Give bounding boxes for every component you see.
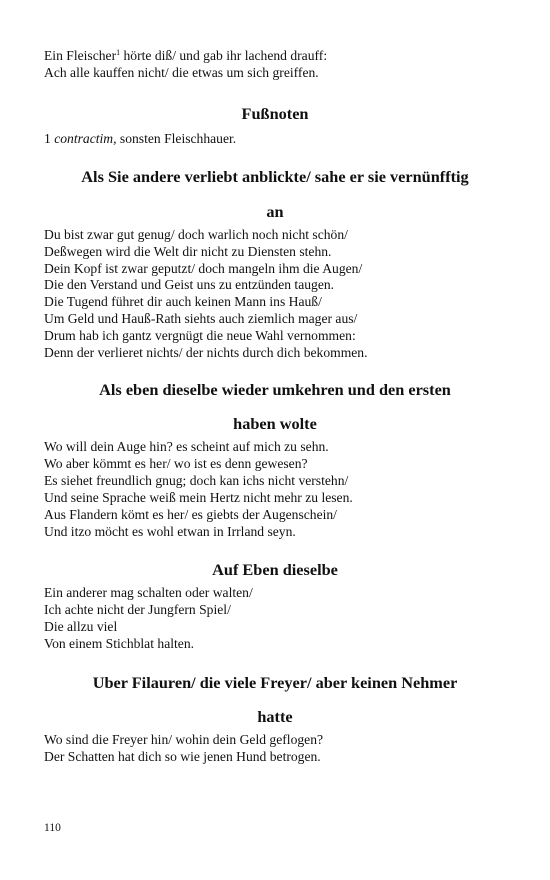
poem-title-continued: haben wolte bbox=[233, 413, 317, 433]
footnote-entry bbox=[44, 131, 506, 148]
poem-body bbox=[44, 439, 506, 540]
verse-line: Deßwegen wird die Welt dir nicht zu Diensten stehn. bbox=[44, 243, 332, 259]
footnote-text: sonsten Fleischhauer. bbox=[116, 130, 237, 146]
verse-line: Denn der verlieret nichts/ der nichts durch dich bekommen. bbox=[44, 345, 368, 361]
verse-line: Aus Flandern kömt es her/ es giebts der Augenschein/ bbox=[44, 506, 337, 522]
verse-text: hörte diß/ und gab ihr lachend drauff: bbox=[120, 48, 328, 63]
poem-title: Als eben dieselbe wieder umkehren und den ersten bbox=[99, 379, 451, 399]
verse-text: Ein Fleischer bbox=[44, 48, 117, 63]
verse-line: Um Geld und Hauß-Rath siehts auch ziemlich mager aus/ bbox=[44, 311, 358, 327]
verse-line: Die allzu viel bbox=[44, 619, 118, 635]
footnote-marker[interactable]: 1 bbox=[116, 48, 121, 57]
verse-line: Die den Verstand und Geist uns zu entzünden taugen. bbox=[44, 277, 335, 293]
verse-line: Und itzo möcht es wohl etwan in Irrland seyn. bbox=[44, 523, 296, 539]
poem-body bbox=[44, 585, 506, 653]
verse-line: Ein anderer mag schalten oder walten/ bbox=[44, 585, 253, 601]
poem-title: Uber Filauren/ die viele Freyer/ aber keinen Nehmer bbox=[92, 673, 458, 693]
verse-line: Wo will dein Auge hin? es scheint auf mich zu sehn. bbox=[44, 438, 329, 454]
poem-title: Als Sie andere verliebt anblickte/ sahe er sie vernünfftig bbox=[81, 166, 469, 186]
verse-line: Wo aber kömmt es her/ wo ist es denn gewesen? bbox=[44, 455, 308, 471]
verse-line: Die Tugend führet dir auch keinen Mann ins Hauß/ bbox=[44, 294, 322, 310]
verse-line: Es siehet freundlich gnug; doch kan ichs nicht verstehn/ bbox=[44, 472, 349, 488]
verse-line: Du bist zwar gut genug/ doch warlich noch nicht schön/ bbox=[44, 226, 348, 242]
footnotes-heading: Fußnoten bbox=[241, 103, 309, 123]
verse-line: Und seine Sprache weiß mein Hertz nicht mehr zu lesen. bbox=[44, 489, 353, 505]
verse-line bbox=[44, 48, 506, 65]
verse-line: Drum hab ich gantz vergnügt die neue Wahl vernommen: bbox=[44, 328, 356, 344]
verse-line: Der Schatten hat dich so wie jenen Hund betrogen. bbox=[44, 748, 321, 764]
intro-verse bbox=[44, 48, 506, 82]
verse-line: Ich achte nicht der Jungfern Spiel/ bbox=[44, 602, 231, 618]
poem-title: Auf Eben dieselbe bbox=[212, 560, 338, 580]
poem-title-continued: an bbox=[266, 201, 284, 221]
poem-title-continued: hatte bbox=[257, 707, 293, 727]
footnote-number: 1 bbox=[44, 130, 55, 146]
verse-line: Von einem Stichblat halten. bbox=[44, 636, 195, 652]
poem-body bbox=[44, 227, 506, 362]
footnote-term: contractim, bbox=[54, 130, 117, 146]
verse-line: Dein Kopf ist zwar geputzt/ doch mangeln ihm die Augen/ bbox=[44, 260, 363, 276]
verse-line: Wo sind die Freyer hin/ wohin dein Geld geflogen? bbox=[44, 732, 324, 748]
verse-line: Ach alle kauffen nicht/ die etwas um sich greiffen. bbox=[44, 64, 319, 80]
page-number: 110 bbox=[44, 822, 61, 834]
poem-body bbox=[44, 732, 506, 766]
